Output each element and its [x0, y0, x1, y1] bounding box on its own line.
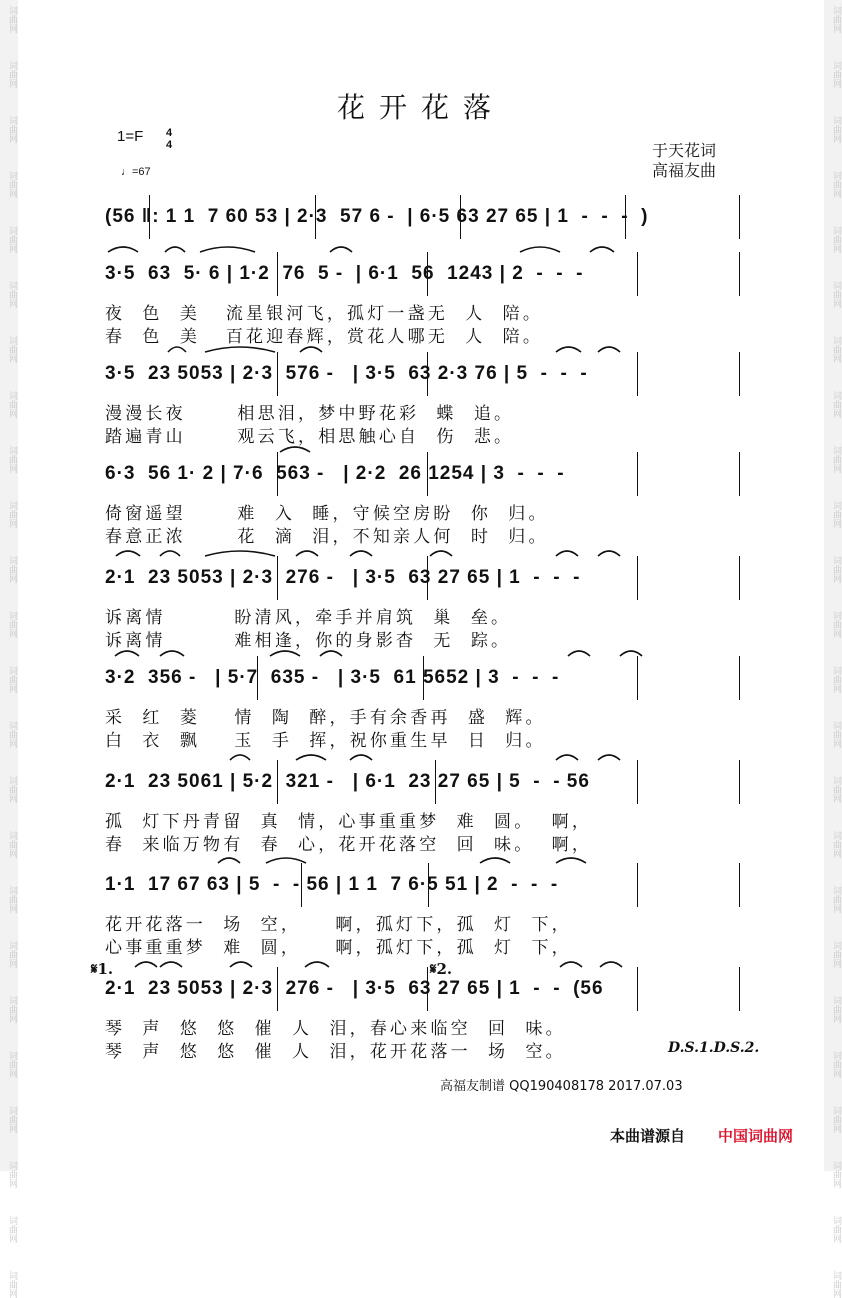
watermark-text: 词曲网: [7, 116, 17, 143]
watermark-text: 词曲网: [7, 501, 17, 528]
watermark-text: 词曲网: [7, 281, 17, 308]
segno-second-ending: 𝄋2.: [430, 960, 453, 978]
watermark-text: 词曲网: [7, 1271, 17, 1298]
watermark-text: 词曲网: [831, 61, 841, 88]
bar-line: [739, 863, 740, 907]
lyric-verse-1: 倚窗遥望 难 入 睡，守候空房盼 你 归。: [105, 504, 549, 524]
watermark-text: 词曲网: [831, 226, 841, 253]
slur-arc: [296, 755, 326, 760]
time-signature: [166, 127, 172, 151]
segno-first-ending: 𝄋1.: [91, 960, 114, 978]
slur-arc: [556, 347, 581, 352]
watermark-text: 词曲网: [7, 61, 17, 88]
lyric-verse-1: 琴 声 悠 悠 催 人 泪，春心来临空 回 味。: [105, 1019, 566, 1039]
watermark-text: 词曲网: [831, 611, 841, 638]
bar-line: [428, 863, 429, 907]
bar-line: [427, 452, 428, 496]
time-signature-top: 4: [166, 127, 173, 139]
watermark-text: 词曲网: [7, 556, 17, 583]
bar-line: [427, 352, 428, 396]
slur-arc: [108, 247, 138, 252]
lyric-verse-1: 夜 色 美 流星银河飞，孤灯一盏无 人 陪。: [105, 304, 544, 324]
bar-line: [637, 556, 638, 600]
composer-credit: 高福友曲: [652, 161, 717, 180]
lyric-verse-1: 诉离情 盼清风，牵手并肩筑 巢 垒。: [105, 608, 512, 628]
score-line: [105, 362, 745, 386]
slur-arc: [590, 247, 614, 252]
lyric-verse-2: 心事重重梦 难 圆， 啊，孤灯下，孤 灯 下，: [105, 938, 572, 958]
bar-line: [739, 452, 740, 496]
bar-line: [277, 760, 278, 804]
lyric-verse-2: 春 色 美 百花迎春辉，赏花人哪无 人 陪。: [105, 327, 544, 347]
watermark-text: 词曲网: [7, 336, 17, 363]
watermark-text: 词曲网: [831, 336, 841, 363]
watermark-text: 词曲网: [831, 941, 841, 968]
score-line: [105, 262, 745, 286]
slur-arc: [600, 962, 622, 967]
slur-arc: [200, 247, 255, 252]
slur-arc: [160, 962, 182, 967]
watermark-text: 词曲网: [831, 116, 841, 143]
slur-arc: [556, 551, 578, 556]
notes: 3·5 63 5· 6 | 1·2 76 5 - | 6·1 56 1243 | 2 - - -: [105, 263, 584, 284]
score-line: [105, 977, 745, 1001]
lyric-verse-2: 春意正浓 花 滴 泪，不知亲人何 时 归。: [105, 527, 549, 547]
watermark-text: 词曲网: [831, 996, 841, 1023]
watermark-text: 词曲网: [831, 886, 841, 913]
slur-arc: [350, 551, 372, 556]
score-line: [105, 770, 745, 794]
watermark-text: 词曲网: [7, 391, 17, 418]
bar-line: [257, 656, 258, 700]
footer-credit: 高福友制谱 QQ190408178 2017.07.03: [440, 1079, 683, 1094]
bar-line: [739, 656, 740, 700]
bar-line: [739, 352, 740, 396]
bar-line: [637, 252, 638, 296]
watermark-text: 词曲网: [7, 1106, 17, 1133]
watermark-text: 词曲网: [7, 611, 17, 638]
watermark-text: 词曲网: [831, 831, 841, 858]
bar-line: [277, 452, 278, 496]
watermark-text: 词曲网: [7, 666, 17, 693]
watermark-text: 词曲网: [831, 721, 841, 748]
score-line: [105, 205, 745, 229]
watermark-text: 词曲网: [831, 666, 841, 693]
source-site-link[interactable]: 中国词曲网: [718, 1127, 794, 1145]
slur-arc: [568, 651, 590, 656]
watermark-text: 词曲网: [7, 941, 17, 968]
watermark-text: 词曲网: [831, 171, 841, 198]
watermark-text: 词曲网: [7, 996, 17, 1023]
watermark-text: 词曲网: [831, 1161, 841, 1188]
watermark-text: 词曲网: [831, 1271, 841, 1298]
score-line: [105, 873, 745, 897]
watermark-text: 词曲网: [831, 501, 841, 528]
slur-arc: [218, 858, 240, 863]
slur-arc: [560, 962, 582, 967]
bar-line: [739, 556, 740, 600]
watermark-text: 词曲网: [7, 1051, 17, 1078]
slur-arc: [266, 858, 306, 863]
lyric-verse-1: 花开花落一 场 空， 啊，孤灯下，孤 灯 下，: [105, 915, 572, 935]
slur-arc: [556, 858, 586, 863]
slur-arc: [165, 247, 185, 252]
watermark-text: 词曲网: [7, 1161, 17, 1188]
bar-line: [315, 195, 316, 239]
lyricist-credit: 于天花词: [652, 141, 717, 160]
lyric-verse-2: 诉离情 难相逢，你的身影杳 无 踪。: [105, 631, 512, 651]
lyric-verse-2: 白 衣 飘 玉 手 挥，祝你重生早 日 归。: [105, 731, 546, 751]
bar-line: [739, 252, 740, 296]
lyric-verse-1: 孤 灯下丹青留 真 情，心事重重梦 难 圆。 啊，: [105, 812, 593, 832]
left-watermark-strip: [0, 0, 18, 1298]
bar-line: [427, 556, 428, 600]
notes: 2·1 23 5053 | 2·3 276 - | 3·5 63 27 65 | 1 - - (56: [105, 978, 604, 999]
slur-arc: [296, 551, 318, 556]
watermark-text: 词曲网: [7, 776, 17, 803]
bar-line: [637, 967, 638, 1011]
notes: 3·5 23 5053 | 2·3 576 - | 3·5 63 2·3 76 | 5 - - -: [105, 363, 588, 384]
slur-arc: [430, 551, 452, 556]
lyric-verse-1: 漫漫长夜 相思泪，梦中野花彩 蝶 追。: [105, 404, 515, 424]
watermark-text: 词曲网: [831, 446, 841, 473]
slur-arc: [230, 755, 250, 760]
bar-line: [149, 195, 150, 239]
bar-line: [637, 656, 638, 700]
bar-line: [460, 195, 461, 239]
slur-arc: [330, 247, 352, 252]
watermark-text: 词曲网: [7, 226, 17, 253]
watermark-text: 词曲网: [7, 1216, 17, 1243]
bar-line: [427, 252, 428, 296]
song-title: 花开花落: [336, 91, 505, 124]
watermark-text: 词曲网: [7, 446, 17, 473]
score-line: [105, 566, 745, 590]
bar-line: [277, 556, 278, 600]
slur-arc: [160, 551, 180, 556]
watermark-text: 词曲网: [831, 6, 841, 33]
notes: 3·2 356 - | 5·7 635 - | 3·5 61 5652 | 3 - - -: [105, 667, 560, 688]
notes: 2·1 23 5061 | 5·2 321 - | 6·1 23 27 65 | 5 - - 56: [105, 771, 590, 792]
key-signature: 1=F: [117, 128, 144, 145]
slur-arc: [350, 755, 372, 760]
slur-arc: [556, 755, 578, 760]
bar-line: [427, 967, 428, 1011]
lyric-verse-2: 春 来临万物有 春 心，花开花落空 回 味。 啊，: [105, 835, 593, 855]
watermark-text: 词曲网: [831, 556, 841, 583]
bar-line: [423, 656, 424, 700]
bar-line: [637, 452, 638, 496]
watermark-text: 词曲网: [7, 721, 17, 748]
lyric-verse-2: 踏遍青山 观云飞，相思触心自 伤 悲。: [105, 427, 515, 447]
score-line: [105, 462, 745, 486]
lyric-verse-1: 采 红 菱 情 陶 醉，手有余香再 盛 辉。: [105, 708, 546, 728]
right-watermark-strip: [824, 0, 842, 1298]
watermark-text: 词曲网: [7, 886, 17, 913]
bar-line: [301, 863, 302, 907]
bar-line: [637, 352, 638, 396]
bar-line: [277, 967, 278, 1011]
watermark-text: 词曲网: [7, 6, 17, 33]
time-signature-bottom: 4: [166, 139, 173, 151]
bar-line: [625, 195, 626, 239]
notes: 2·1 23 5053 | 2·3 276 - | 3·5 63 27 65 | 1 - - -: [105, 567, 581, 588]
source-label: 本曲谱源自: [610, 1127, 686, 1145]
bar-line: [739, 760, 740, 804]
bar-line: [277, 252, 278, 296]
slur-arc: [135, 962, 157, 967]
slur-arc: [480, 858, 510, 863]
slur-arc: [598, 755, 620, 760]
bar-line: [277, 352, 278, 396]
dal-segno-marks: D.S.1.D.S.2.: [668, 1040, 760, 1056]
watermark-text: 词曲网: [7, 831, 17, 858]
slur-arc: [598, 551, 620, 556]
slur-arc: [230, 962, 252, 967]
bar-line: [435, 760, 436, 804]
watermark-text: 词曲网: [831, 776, 841, 803]
lyric-verse-2: 琴 声 悠 悠 催 人 泪，花开花落一 场 空。: [105, 1042, 566, 1062]
slur-arc: [305, 962, 329, 967]
notes: 6·3 56 1· 2 | 7·6 563 - | 2·2 26 1254 | 3 - - -: [105, 463, 565, 484]
watermark-text: 词曲网: [831, 281, 841, 308]
watermark-text: 词曲网: [831, 391, 841, 418]
bar-line: [739, 195, 740, 239]
bar-line: [739, 967, 740, 1011]
slur-arc: [205, 551, 275, 556]
watermark-text: 词曲网: [831, 1051, 841, 1078]
notes: (56 ‖: 1 1 7 60 53 | 2·3 57 6 - | 6·5 63 27 65 | 1 - - - ): [105, 206, 649, 227]
slur-arc: [598, 347, 620, 352]
slur-arc: [520, 247, 560, 252]
watermark-text: 词曲网: [7, 171, 17, 198]
slur-arc: [116, 551, 140, 556]
watermark-text: 词曲网: [831, 1106, 841, 1133]
tempo-marking: ♩=67: [121, 166, 151, 178]
bar-line: [637, 863, 638, 907]
slur-arc: [620, 651, 642, 656]
bar-line: [637, 760, 638, 804]
notes: 1·1 17 67 63 | 5 - - 56 | 1 1 7 6·5 51 | 2 - - -: [105, 874, 559, 895]
score-line: [105, 666, 745, 690]
watermark-text: 词曲网: [831, 1216, 841, 1243]
